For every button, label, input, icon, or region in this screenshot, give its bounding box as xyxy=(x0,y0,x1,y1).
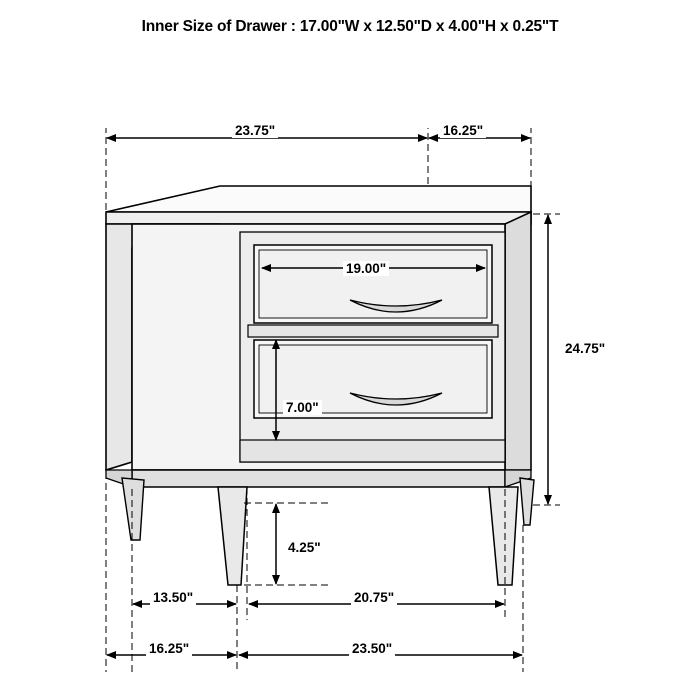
dim-label-drawer-inner-width: 19.00" xyxy=(343,261,389,276)
cabinet-bottom-rail xyxy=(240,440,505,462)
dim-label-front-base-width: 20.75" xyxy=(351,590,397,605)
dim-label-drawer-height: 7.00" xyxy=(283,400,322,415)
leg-back-right xyxy=(520,478,534,525)
cabinet-top-surface xyxy=(106,186,531,212)
leg-front-left xyxy=(218,487,247,585)
dim-label-top-width-front: 23.75" xyxy=(232,123,278,138)
drawer-divider-rail xyxy=(248,325,498,337)
leg-front-right xyxy=(489,487,518,585)
cabinet-top-front-edge xyxy=(106,212,531,224)
dim-label-overall-depth: 16.25" xyxy=(146,641,192,656)
dim-label-top-depth-side: 16.25" xyxy=(440,123,486,138)
dim-label-leg-height: 4.25" xyxy=(285,540,324,555)
cabinet-right-edge xyxy=(505,212,531,470)
page-title: Inner Size of Drawer : 17.00"W x 12.50"D x 4.00"H x 0.25"T xyxy=(141,18,559,35)
nightstand-illustration xyxy=(106,186,534,585)
dim-label-total-height: 24.75" xyxy=(562,341,608,356)
cabinet-apron xyxy=(132,470,505,487)
leg-back-left xyxy=(122,478,144,540)
dim-label-side-base-depth: 13.50" xyxy=(150,590,196,605)
dim-label-overall-width: 23.50" xyxy=(349,641,395,656)
